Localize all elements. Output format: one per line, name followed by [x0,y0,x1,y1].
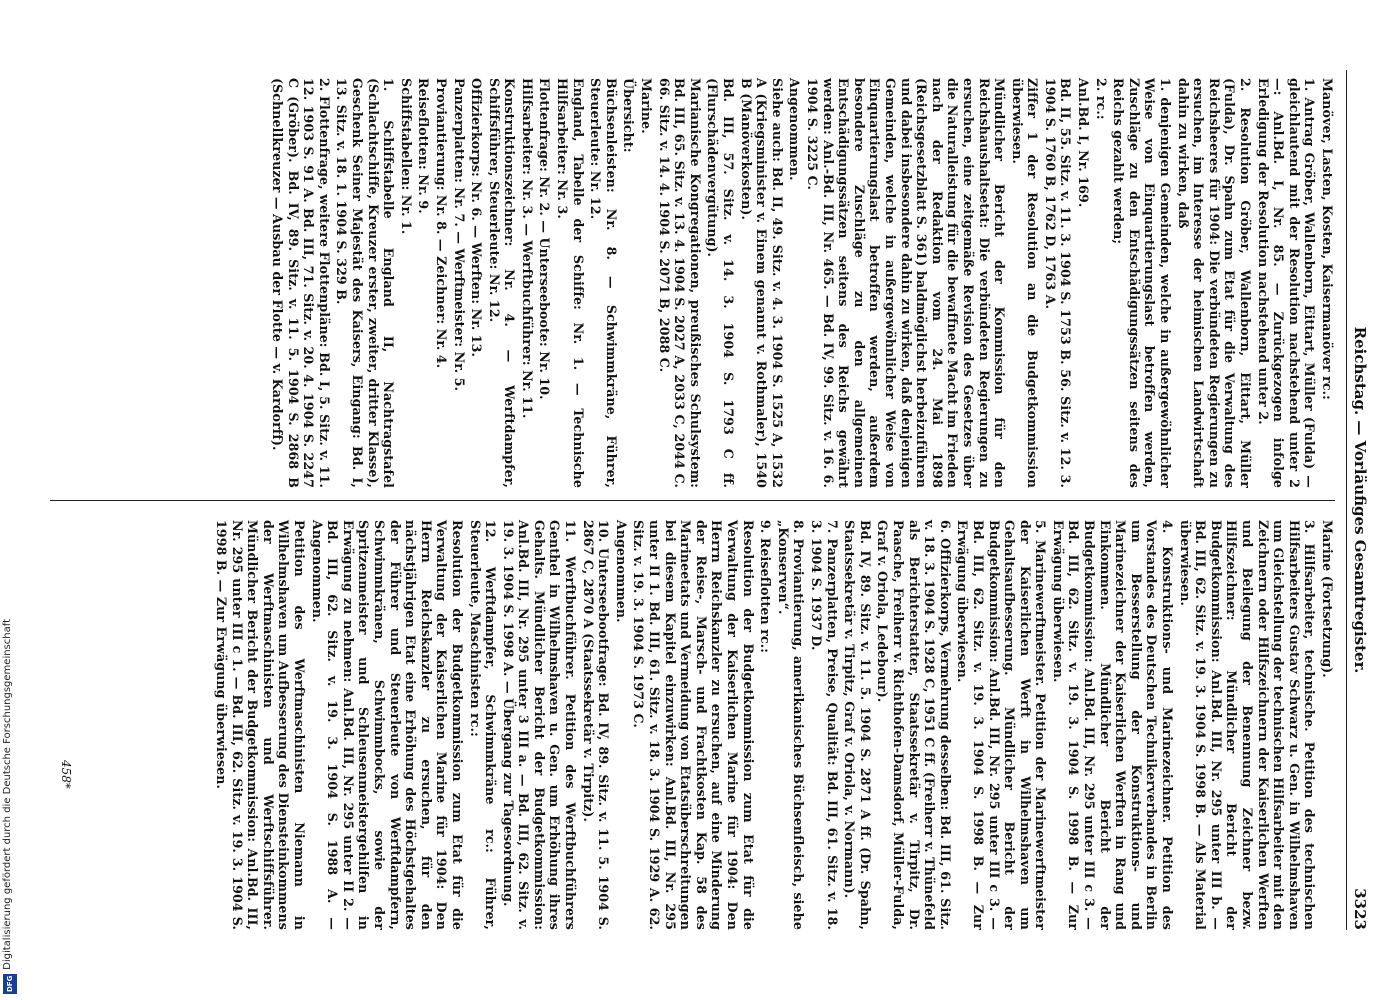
register-entry: 1. Schiffstabelle England II, Nachtragstafel (Schlachtschiffe, Kreuzer erster, zweiter, dritter Klasse), Geschenk Seiner Majestät des Kaisers, Eingang: Bd. I, 13. Sitz. v. 18. 1. 1904 S. 329 B. [334,78,397,488]
register-entry: Flottenfrage: Nr. 2. — Unterseeboote: Nr. 10. [537,78,553,400]
column-divider [50,500,1335,501]
register-entry: 1. denjenigen Gemeinden, welche in außergewöhnlicher Weise von Einquartierungslast betroffen werden, Zuschläge zu den Entschädigungssätzen seitens des Reichs gezahlt werden; [1111,78,1174,488]
register-entry: Resolution der Budgetkommission zum Etat für die Verwaltung der Kaiserlichen Marine für 1904: Den Herrn Reichskanzler zu ersuchen, für den nächstjährigen Etat eine Erhöhung des Höchstgehaltes der Führer und Steuerleute von Werftdampfern, Schwimmkränen, Schwimmbocks, sowie der Spritzenmeister und Schleusenmeistergehilfen in Erwägung zu nehmen: Anl.Bd. III, Nr. 295 unter II 2. — Bd. III, 62. Sitz. v. 19. 3. 1904 S. 1988 A. — Angenommen. [309,520,465,930]
register-entry: 7. Panzerplatten, Preise, Qualität: Bd. III, 61. Sitz. v. 18. 3. 1904 S. 1937 D. [809,520,840,930]
page-footnote: 458* [59,760,73,789]
right-column [211,520,1335,930]
register-entry: Angenommen. [787,78,803,181]
register-entry: Offizierkorps: Nr. 6. — Werften: Nr. 13. [469,78,485,358]
register-entry: Petition des Werftmaschinisten Niemann in Wilhelmshaven um Aufbesserung des Diensteinkommens der Werftmaschinisten und Werftschiffsführer. Mündlicher Bericht der Budgetkommission: Anl.Bd. III, Nr. 295 unter III c 1. — Bd. III, 62. Sitz. v. 19. 3. 1904 S. 1998 B. — Zur Erwägung überwiesen. [214,520,307,930]
page-title: Reichstag. — Vorläufiges Gesamtregister. [1351,326,1369,674]
register-entry: England, Tabelle der Schiffe: Nr. 1. — Technische Hilfsarbeiter: Nr. 3. [555,78,586,488]
register-entry: 11. Werftbuchführer. Petition des Werftbuchführers Genthel in Wilhelmshaven u. Gen. um Erhöhung ihres Gehalts. Mündlicher Bericht der Budgetkommission: Anl.Bd. III, Nr. 295 unter 3 III a. — Bd. III, 62. Sitz. v. 19. 3. 1904 S. 1998 A. — Übergang zur Tagesordnung. [500,520,579,930]
register-entry: Anl.Bd. I, Nr. 169. [1076,78,1092,208]
register-entry: Resolution der Budgetkommission zum Etat für die Verwaltung der Kaiserlichen Marine für 1904: Den Herrn Reichskanzler zu ersuchen, auf eine Minderung der Reise-, Marsch- und Frachtkosten Kap. 58 des Marineetats und Vermeidung von Etatsüberschreitungen bei diesem Kapitel einzuwirken: Anl.Bd. III, Nr. 295 unter II 1. Bd. III, 61. Sitz. v. 18. 3. 1904 S. 1929 A. 62. Sitz. v. 19. 3. 1904 S. 1973 C. [631,520,756,930]
register-entry: 12. Werftdampfer, Schwimmkräne rc.: Führer, Steuerleute, Maschinisten rc.: [467,520,499,930]
register-entry: 2. Resolution Gröber, Wallenborn, Eittart, Müller (Fulda), Dr. Spahn zum Etat für die Verwaltung des Reichsheeres für 1904: Die verbündeten Regierungen zu ersuchen, im Interesse der heimischen Landwirtschaft dahin zu wirken, daß [1175,78,1254,488]
register-entry: 5. Marinewerftmeister. Petition der Marinewerftmeister der Kaiserlichen Werft in Wilhelmshaven um Gehaltsaufbesserung. Mündlicher Bericht der Budgetkommission: Anl.Bd. III, Nr. 295 unter III c 3. — Bd. III, 62. Sitz. v. 19. 3. 1904 S. 1998 B. — Zur Erwägung überwiesen. [955,520,1049,930]
register-entry: Manöver, Lasten, Kosten, Kaisermanöver rc.: [1320,78,1335,400]
register-entry: Bd. III, 57. Sitz. v. 14. 3. 1904 S. 1793 C ff. (Flurschädenvergütung). [705,78,737,488]
register-entry: Siehe auch: Bd. II, 49. Sitz. v. 4. 3. 1904 S. 1525 A, 1532 A (Kriegsminister v. Einem genannt v. Rothmaler), 1540 B (Manöverkosten). [738,78,785,488]
register-entry: Angenommen. [613,520,629,623]
register-entry: Büchsenleisten: Nr. 8. — Schwimmkräne, Führer, Steuerleute: Nr. 12. [588,78,619,488]
register-entry: Marine (Fortsetzung). [1320,520,1335,678]
register-entry: Ziffer 1 der Resolution an die Budgetkommission überwiesen. [1009,78,1041,488]
register-entry: Bd. IV, 89. Sitz. v. 11. 5. 1904 S. 2871 A ff. (Dr. Spahn, Staatssekretär v. Tirpitz, Graf v. Oriola, v. Normann). [842,520,873,930]
register-entry: Proviantierung: Nr. 8. — Zeichner: Nr. 4. [433,78,449,369]
register-entry: 2. rc.: [1093,78,1109,120]
left-column [267,78,1335,488]
register-entry: 9. Reiseflotten rc.: [758,520,774,654]
register-entry: Hilfsarbeiter: Nr. 3. — Werftbuchführer: Nr. 11. [519,78,535,419]
register-entry: Marine. [639,78,655,134]
register-entry: 10. Unterseebootfrage: Bd. IV, 89. Sitz. v. 11. 5. 1904 S. 2867 C, 2870 A (Staatssekretär v. Tirpitz). [580,520,612,930]
register-entry: 2. Flottenfrage, weitere Flottenpläne: Bd. I, 5. Sitz. v. 11. 12. 1903 S. 91 A. Bd. III, 71. Sitz. v. 20. 4. 1904 S. 2247 C (Gröber). Bd. IV, 89. Sitz. v. 11. 5. 1904 S. 2868 B (Schnellkreuzer — Ausbau der Flotte — v. Kardorff). [270,78,332,488]
dfg-credit-text: Digitalisierung gefördert durch die Deutsche Forschungsgemeinschaft [2,619,13,970]
register-entry: 4. Konstruktions- und Marinezeichner. Petition des Vorstandes des Deutschen Technikerverbandes in Berlin um Besserstellung der Konstruktions- und Marinezeichner der Kaiserlichen Werften in Rang und Einkommen. Mündlicher Bericht der Budgetkommission: Anl.Bd. III, Nr. 295 unter III c 3. — Bd. III, 62. Sitz. v. 19. 3. 1904 S. 1998 B. — Zur Erwägung überwiesen. [1050,520,1176,930]
dfg-logo-icon: DFG [3,974,17,994]
register-entry: 8. Proviantierung, amerikanisches Büchsenfleisch, siehe „Konserven“. [775,520,807,930]
register-entry: Mündlicher Bericht der Kommission für den Reichshaushaltsetat: Die verbündeten Regierungen zu ersuchen, eine zeitgemäße Revision des Gesetzes über die Naturalleistung für die bewaffnete Macht im Frieden nach der Redaktion vom 24. Mai 1898 (Reichsgesetzblatt S. 361) baldmöglichst herbeizuführen und dabei insbesondere dahin zu wirken, daß denjenigen Gemeinden, welche in außergewöhnlicher Weise von Einquartierungslast betroffen werden, außerdem besondere Zuschläge zu den allgemeinen Entschädigungssätzen seitens des Reichs gewährt werden: Anl.-Bd. III, Nr. 465. — Bd. IV, 99. Sitz. v. 16. 6. 1904 S. 3225 C. [805,78,1008,488]
page-number: 3323 [1351,888,1369,930]
register-entry: Konstruktionszeichner: Nr. 4. — Werftdampfer, Schiffsführer, Steuerleute: Nr. 12. [486,78,518,488]
register-entry: Panzerplatten: Nr. 7. — Werftmeister: Nr. 5. [451,78,467,392]
register-entry: Reiseflotten: Nr. 9. [416,78,432,214]
register-entry: 3. Hilfsarbeiter, technische. Petition des technischen Hilfsarbeiters Gustav Schwarz u. Gen. in Wilhelmshaven um Gleichstellung der technischen Hilfsarbeiter mit den Zeichnern oder Hilfszeichnern der Kaiserlichen Werften und Beilegung der Benennung Zeichner bezw. Hilfszeichner: Mündlicher Bericht der Budgetkommission: Anl.Bd. III, Nr. 295 unter III b. — Bd. III, 62. Sitz. v. 19. 3. 1904 S. 1998 B. — Als Material überwiesen. [1177,520,1318,930]
register-entry: 1. Antrag Gröber, Wallenborn, Eittart, Müller (Fulda) — gleichlautend mit der Resolution nachstehend unter 2 —: Anl.Bd. I, Nr. 85. — Zurückgezogen infolge Erledigung der Resolution nachstehend unter 2. [1255,78,1318,488]
register-entry: Übersicht: [621,78,637,153]
register-entry: Marianische Kongregationen, preußisches Schulsystem: Bd. III, 65. Sitz. v. 13. 4. 1904 S. 2027 A, 2033 C, 2044 C. 66. Sitz. v. 14. 4. 1904 S. 2071 B, 2088 C. [656,78,703,488]
register-entry: Schiffstabellen: Nr. 1. [398,78,414,235]
page-header [1346,70,1369,930]
register-entry: Bd. II, 55. Sitz. v. 11. 3. 1904 S. 1753 B. 56. Sitz. v. 12. 3. 1904 S. 1760 B, 1762 D, 1763 A. [1042,78,1074,488]
register-entry: 6. Offizierkorps, Vermehrung desselben: Bd. III, 61. Sitz. v. 18. 3. 1904 S. 1928 C, 1951 C ff. (Freiherr v. Thünefeld als Berichterstatter, Staatssekretär v. Tirpitz, Dr. Paasche, Freiherr v. Richthofen-Damsdorf, Müller-Fulda, Graf v. Oriola, Ledebour). [875,520,953,930]
